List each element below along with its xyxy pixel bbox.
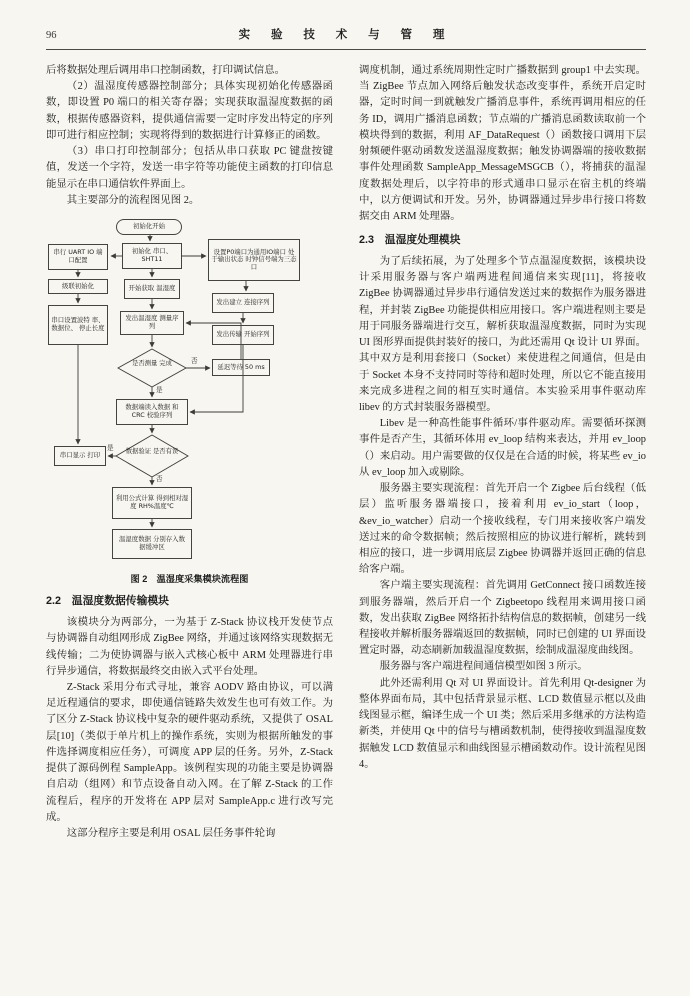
flow-node-read-crc: 数据端读入数据 和 CRC 校验序列 xyxy=(116,399,188,425)
section-heading-2-3: 2.3 温湿度处理模块 xyxy=(359,234,461,247)
page-header xyxy=(46,26,646,42)
paragraph: 调度机制，通过系统周期性定时广播数据到 group1 中去实现。当 ZigBee 节点加入网络后触发状态改变事件，系统开启定时器，定时时间一到就触发广播消息事件，系统再调用相应的任务 ID，调用广播消息函数；节点端的广播消息函数读取前一个模块得到的数据，利用 AF_DataRequest（）函数接口调用下层射频硬件驱动函数发送温湿度数据；触发协调器端的接收数据事件处理函数 SampleApp_MessageMSGCB（），将捕获的温湿度数据处理后，以字符串的形式通串口显示在宿主机的终端中，以方便调试和开发。另外，协调器通过异步串行接口将数据交由 ARM 处理器。 xyxy=(359,65,646,222)
figure-caption: 图 2 温湿度采集模块流程图 xyxy=(130,573,249,584)
paragraph: 服务器主要实现流程：首先开启一个 Zigbee 后台线程（低层）监听服务器端接口，接着利用 ev_io_start（loop，&ev_io_watcher）启动一个接收线程，专门用来接收客户端发送过来的命令数据帧；然后按照相应的协议进行解析，跳转到相应的接口，进一步调用底层 Zigbee 协调器并返回正确的信息给客户端。 xyxy=(359,483,646,576)
flow-node-uart-config: 串行 UART IO 端口配置 xyxy=(48,244,108,270)
paragraph: 为了后续拓展，为了处理多个节点温湿度数据，该模块设计采用服务器与客户端两进程间通信来实现[11]，将接收 ZigBee 协调器通过异步串行通信发送过来的数据作为服务器进程，并封装 ZigBee 功能提供相应用接口。客户端进程则主要是用于同服务器端进行交互，解析获取温湿度数据，同时为实现 UI 图形界面提供封装好的接口，为此还需用 Qt 设计 UI 界面。其中双方是利用套接口（Socket）来使进程之间通信，但是由于 Socket 本身不支持同时等待和超时处理，所以它不能直接用来完成多进程之间的相互实时通信。本实验采用事件驱动库 libev 的方式封装服务器模型。 xyxy=(359,256,646,413)
flow-node-transfer-sequence: 发出传输 开始序列 xyxy=(212,325,274,345)
paragraph: Z-Stack 采用分布式寻址，兼容 AODV 路由协议，可以满足近程通信的要求，即使通信链路失效发生也可有效工作。为了区分 Z-Stack 协议栈中复杂的硬件驱动系统，又提供了 OSAL 层[10]（类似于单片机上的操作系统，实则为根据所触发的事件选择调度相应任务），可调度 APP 层的任务。另外，Z-Stack 提供了源码例程 SampleApp。该例程实现的功能主要是协调器自启动（组网）和节点设备自动入网。在了解 Z-Stack 的工作流程后，程序的开发将在 APP 层对 SampleApp.c 进行改写完成。 xyxy=(46,682,333,823)
paragraph: （3）串口打印控制部分；包括从串口获取 PC 键盘按键值，发送一个字符，发送一串字符等功能使主函数的打印信息能显示在串口通信软件界面上。 xyxy=(46,146,333,190)
paragraph: 这部分程序主要是利用 OSAL 层任务事件轮询 xyxy=(66,827,276,839)
flow-node-delay-50ms: 延迟等待 50 ms xyxy=(212,359,270,376)
flow-label-yes: 是 xyxy=(107,443,114,452)
paragraph: 此外还需利用 Qt 对 UI 界面设计。首先利用 Qt-designer 为整体界面布局，其中包括背景显示框、LCD 数值显示框以及曲线图显示框，编译生成一个 UI 类；然后采用多继承的方法构造新类，并使用 Qt 中的信号与槽函数机制，使得接收到温湿度数据触发 LCD 数值显示和曲线图显示槽函数动作。设计流程见图 4。 xyxy=(359,677,646,770)
flow-node-cascade-init: 级联初始化 xyxy=(48,279,108,294)
column-left xyxy=(46,63,333,842)
flow-node-store-buffer: 温湿度数据 分别存入数 据缓冲区 xyxy=(112,529,192,559)
paragraph: 服务器与客户端进程间通信模型如图 3 所示。 xyxy=(379,661,588,673)
page-number: 96 xyxy=(46,30,57,41)
flow-decision-data-error: 数据验证 是否有误 xyxy=(125,447,179,455)
flow-label-no: 否 xyxy=(156,474,163,483)
figure-flowchart xyxy=(46,217,338,569)
column-right xyxy=(359,63,646,842)
paragraph: 后将数据处理后调用串口控制函数，打印调试信息。 xyxy=(46,65,285,76)
flow-node-serial-print: 串口显示 打印 xyxy=(54,446,106,466)
paragraph: Libev 是一种高性能事件循环/事件驱动库。需要循环探测事件是否产生，其循环体用 ev_loop 结构来表达，并用 ev_loop（）来启动。用户需要做的仅仅是在合适的时候，将某些 ev_io 从 ev_loop 加入或剔除。 xyxy=(359,418,646,478)
flow-node-baud-setup: 串口设置波特 率、数据位、 停止长度 xyxy=(48,305,108,345)
flow-node-calc-rh: 利用公式计算 得到相对湿度 RH%温度℃ xyxy=(112,487,192,519)
paragraph: 客户端主要实现流程：首先调用 GetConnect 接口函数连接到服务器端，然后开启一个 Zigbeetopo 线程用来调用接口函数，发出获取 ZigBee 网络拓扑结构信息的数据帧，创建另一线程接收并解析服务器端返回的数据帧，同时已创建的 UI 界面设置定时器，动态刷新加载温湿度数据，绘制成温湿度曲线图。 xyxy=(359,580,646,657)
flow-label-no: 否 xyxy=(191,356,198,365)
flow-decision-measure-done: 是否测量 完成 xyxy=(132,359,172,367)
journal-title: 实 验 技 术 与 管 理 xyxy=(238,29,454,41)
paragraph: 其主要部分的流程图见图 2。 xyxy=(66,194,200,206)
flow-node-get-temp-humidity: 开始获取 温湿度 xyxy=(124,279,180,299)
flow-label-yes: 是 xyxy=(156,385,163,394)
flow-node-connect-sequence: 发出建立 连接序列 xyxy=(212,293,274,313)
paragraph: 该模块分为两部分，一为基于 Z-Stack 协议栈开发使节点与协调器自动组网形成 ZigBee 网络，并通过该网络实现数据无线传输；二为使协调器与嵌入式核心板中 ARM 处理器进行串行异步通信，将数据最终交由嵌入式平台处理。 xyxy=(46,617,333,677)
two-column-body xyxy=(46,63,646,842)
header-rule xyxy=(46,49,646,50)
paragraph: （2）温湿度传感器控制部分；具体实现初始化传感器函数，即设置 P0 端口的相关寄存器；实现获取温湿度数据的函数，根据传感器资料，提供通信需要一定时序发出特定的序列即可进行相应控制；实现将得到的数据进行计算修正的函数。 xyxy=(46,81,333,141)
flow-node-start: 初始化开始 xyxy=(116,219,182,235)
flow-node-p0-setup: 设置P0端口为通用IO端口 处于输出状态 时钟信号端为三态口 xyxy=(208,239,300,281)
flow-node-init-serial: 初始化 串口、SHT11 xyxy=(122,243,182,269)
flow-node-measure-sequence: 发出温湿度 测量序列 xyxy=(120,311,184,335)
section-heading-2-2: 2.2 温湿度数据传输模块 xyxy=(46,595,169,608)
